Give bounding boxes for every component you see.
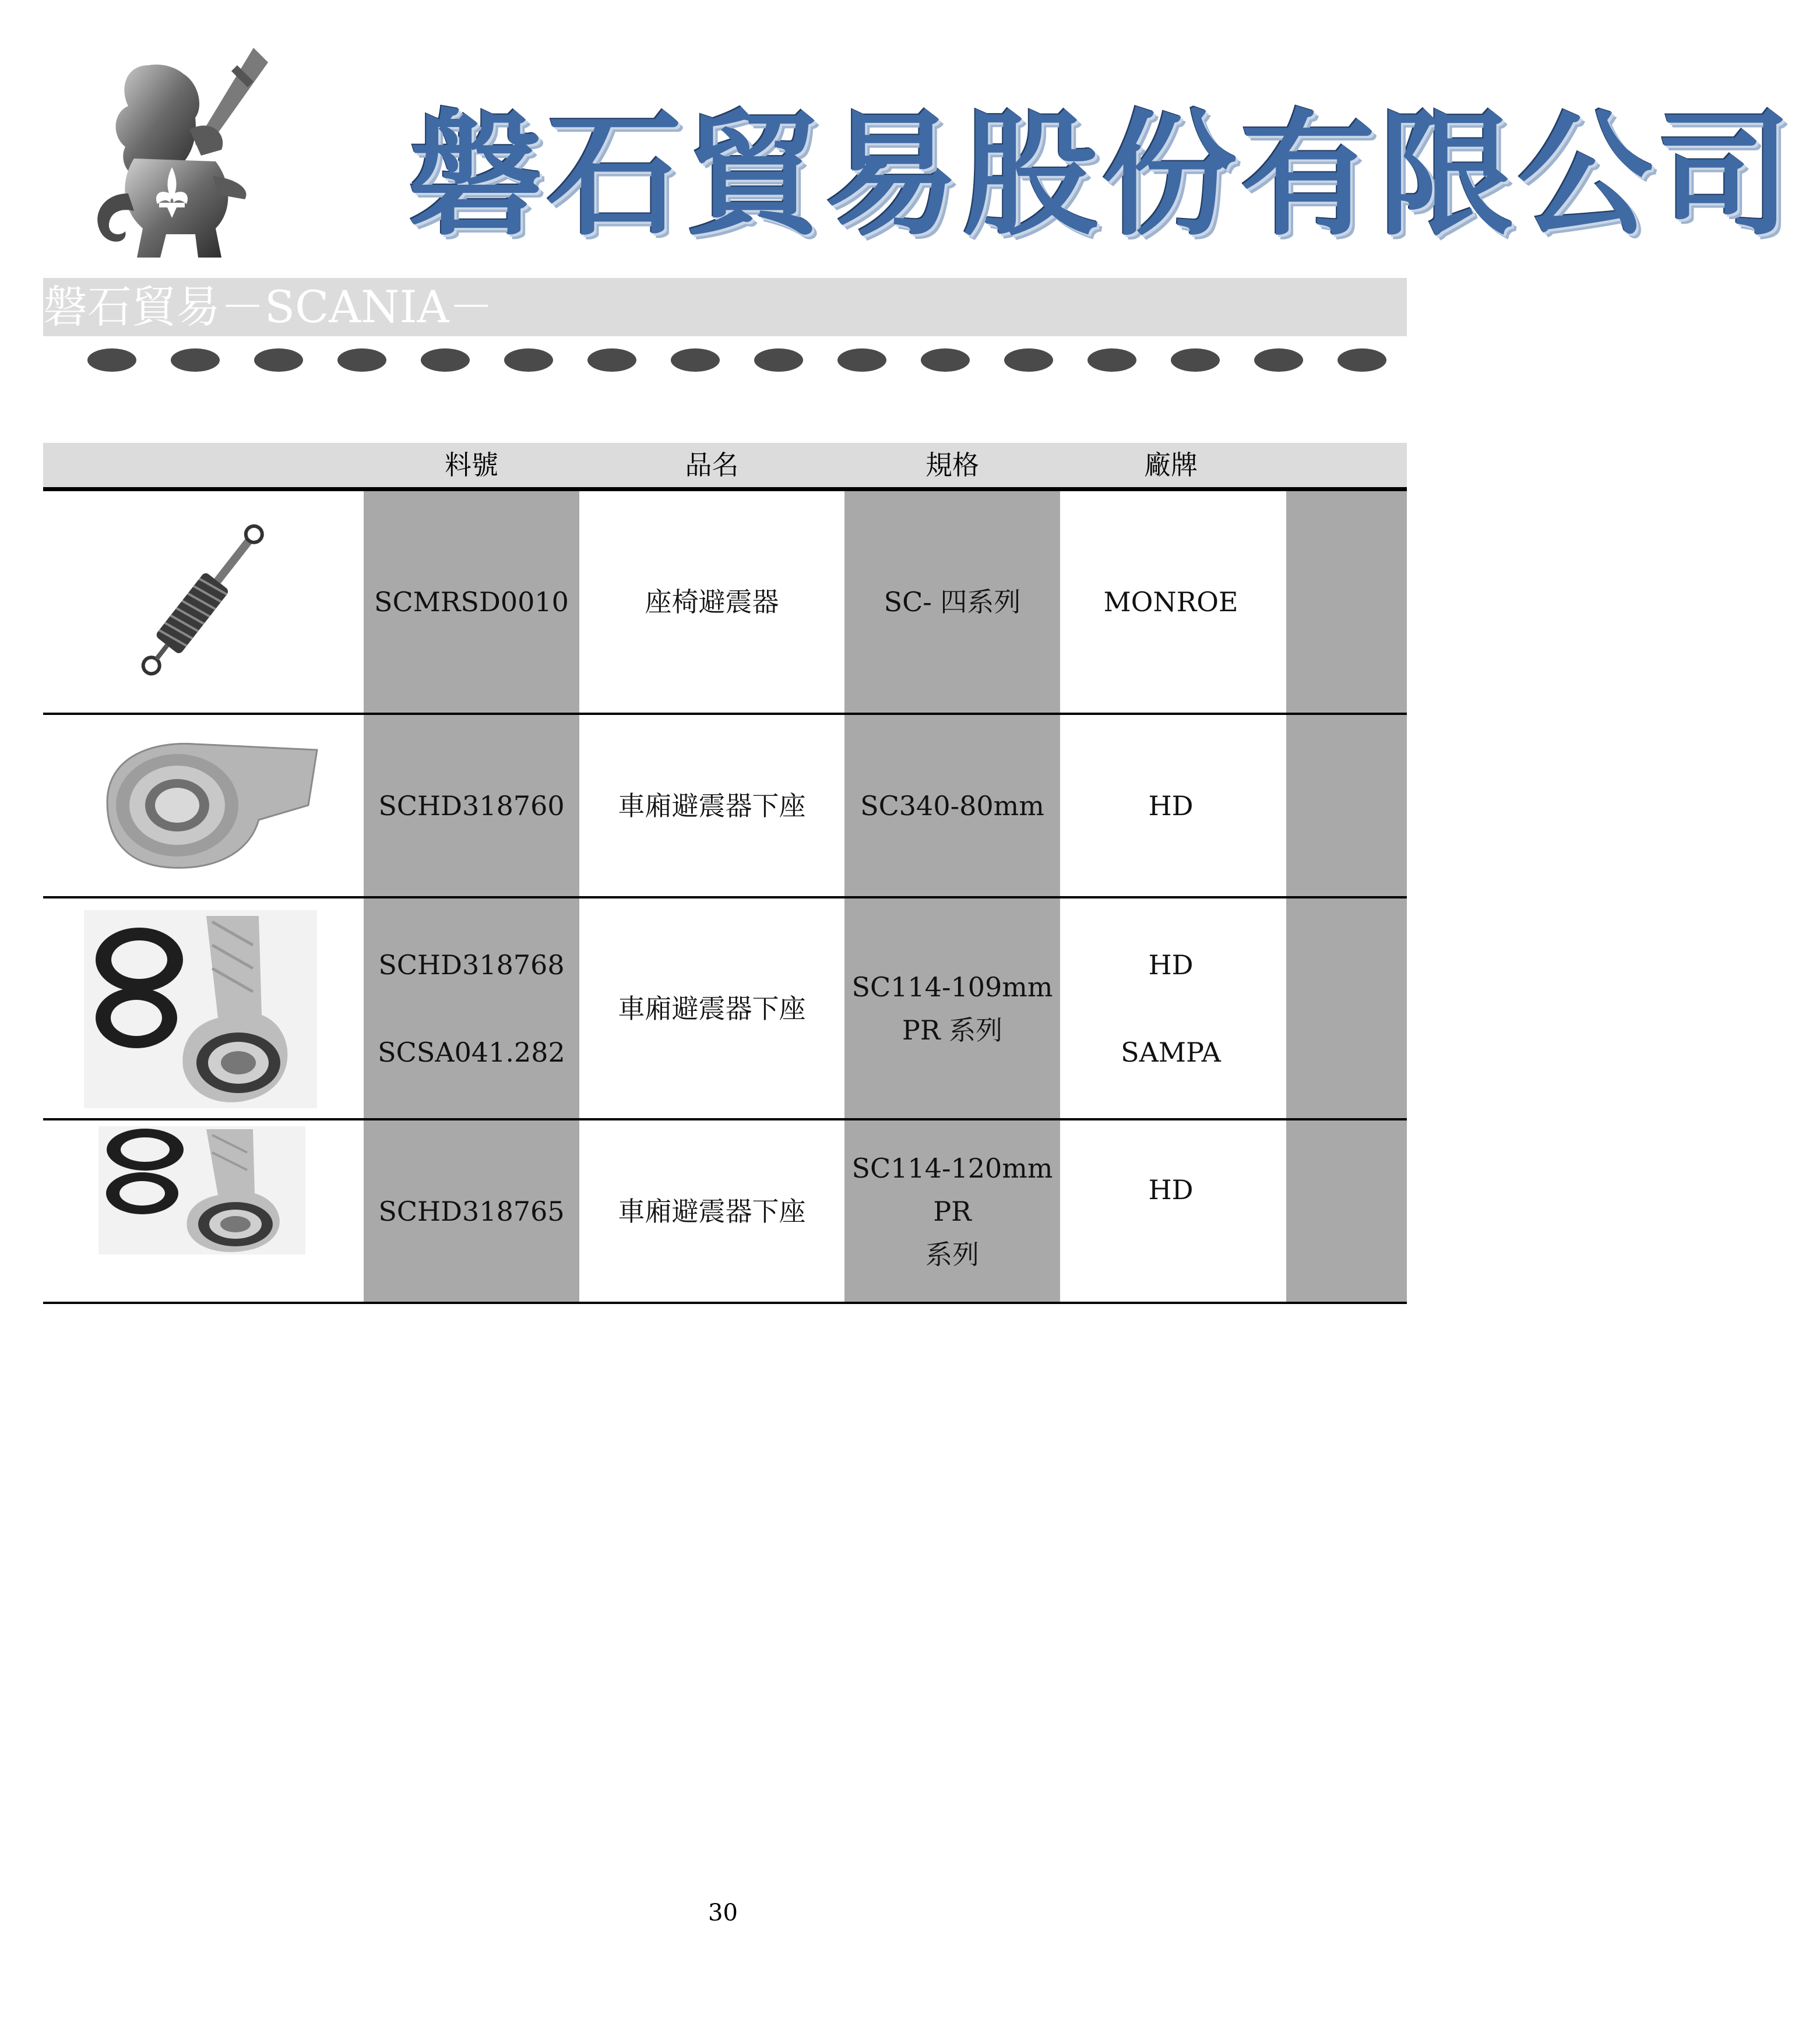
spec-cell (844, 898, 1060, 1118)
lion-fleur-de-lis-logo-icon (79, 42, 283, 263)
mount-with-rings-icon (98, 1126, 305, 1254)
brand-cell (1060, 715, 1282, 896)
table-row (43, 1120, 1407, 1304)
decorative-dot (504, 348, 553, 372)
brand-cell (1060, 898, 1282, 1118)
product-name-cell (579, 491, 844, 713)
decorative-dot (754, 348, 803, 372)
company-logo (79, 42, 283, 263)
table-row (43, 491, 1407, 715)
part-number: SCSA041.282 (378, 1036, 565, 1068)
column-header-part-number: 料號 (445, 449, 498, 481)
part-number: SCHD318760 (378, 790, 565, 822)
mount-with-rings-icon (84, 910, 317, 1108)
extra-cell (1286, 1120, 1407, 1302)
product-name: 座椅避震器 (645, 586, 779, 618)
decorative-dot (1087, 348, 1136, 372)
part-number: SCHD318765 (378, 1195, 565, 1227)
decorative-dot (1004, 348, 1053, 372)
decorative-dot (87, 348, 136, 372)
product-name: 車廂避震器下座 (618, 1195, 806, 1227)
decorative-dot (421, 348, 470, 372)
column-header-product-name: 品名 (685, 449, 739, 481)
spec-cell (844, 715, 1060, 896)
table-row (43, 898, 1407, 1120)
page-number: 30 (708, 1899, 738, 1926)
brand-cell (1060, 1120, 1282, 1302)
cab-shock-lower-mount-icon (84, 724, 329, 881)
part-number-cell (364, 715, 579, 896)
product-name: 車廂避震器下座 (618, 992, 806, 1024)
brand: HD (1148, 790, 1194, 822)
decorative-dot (171, 348, 220, 372)
column-header-spec: 規格 (925, 449, 979, 481)
decorative-dot (254, 348, 303, 372)
product-name-cell (579, 715, 844, 896)
company-name: 磐石貿易股份有限公司 (408, 95, 1795, 254)
brand: SAMPA (1121, 1036, 1221, 1068)
extra-cell (1286, 491, 1407, 713)
spec-cell (844, 1120, 1060, 1302)
table-header (43, 443, 1407, 491)
decorative-dot (337, 348, 386, 372)
seat-shock-absorber-icon (107, 509, 300, 689)
brand: MONROE (1103, 586, 1238, 618)
part-number-cell (364, 491, 579, 713)
decorative-dot (921, 348, 970, 372)
part-number: SCHD318768 (378, 949, 565, 981)
parts-table (43, 443, 1407, 1304)
decorative-dot (1171, 348, 1220, 372)
extra-cell (1286, 715, 1407, 896)
spec: SC- 四系列 (884, 586, 1021, 618)
spec-line: 系列 (925, 1238, 979, 1270)
product-name: 車廂避震器下座 (618, 790, 806, 822)
decorative-dot (1254, 348, 1303, 372)
table-row (43, 715, 1407, 898)
section-banner (43, 278, 1407, 336)
spec-line: PR 系列 (902, 1014, 1003, 1046)
column-header-brand: 廠牌 (1144, 449, 1198, 481)
brand: HD (1148, 1174, 1194, 1206)
decorative-dot (1338, 348, 1386, 372)
spec-line: SC114-120mm PR (851, 1152, 1053, 1227)
part-number-cell (364, 1120, 579, 1302)
spec: SC340-80mm (860, 790, 1044, 822)
decorative-dot-row (87, 348, 1387, 374)
brand-cell (1060, 491, 1282, 713)
spec-cell (844, 491, 1060, 713)
decorative-dot (837, 348, 886, 372)
section-title: 磐石貿易－SCANIA－ (43, 281, 494, 333)
spec-line: SC114-109mm (851, 971, 1053, 1003)
product-name-cell (579, 1120, 844, 1302)
product-name-cell (579, 898, 844, 1118)
decorative-dot (587, 348, 636, 372)
extra-cell (1286, 898, 1407, 1118)
decorative-dot (671, 348, 720, 372)
brand: HD (1148, 949, 1194, 981)
part-number: SCMRSD0010 (374, 586, 569, 618)
part-number-cell (364, 898, 579, 1118)
